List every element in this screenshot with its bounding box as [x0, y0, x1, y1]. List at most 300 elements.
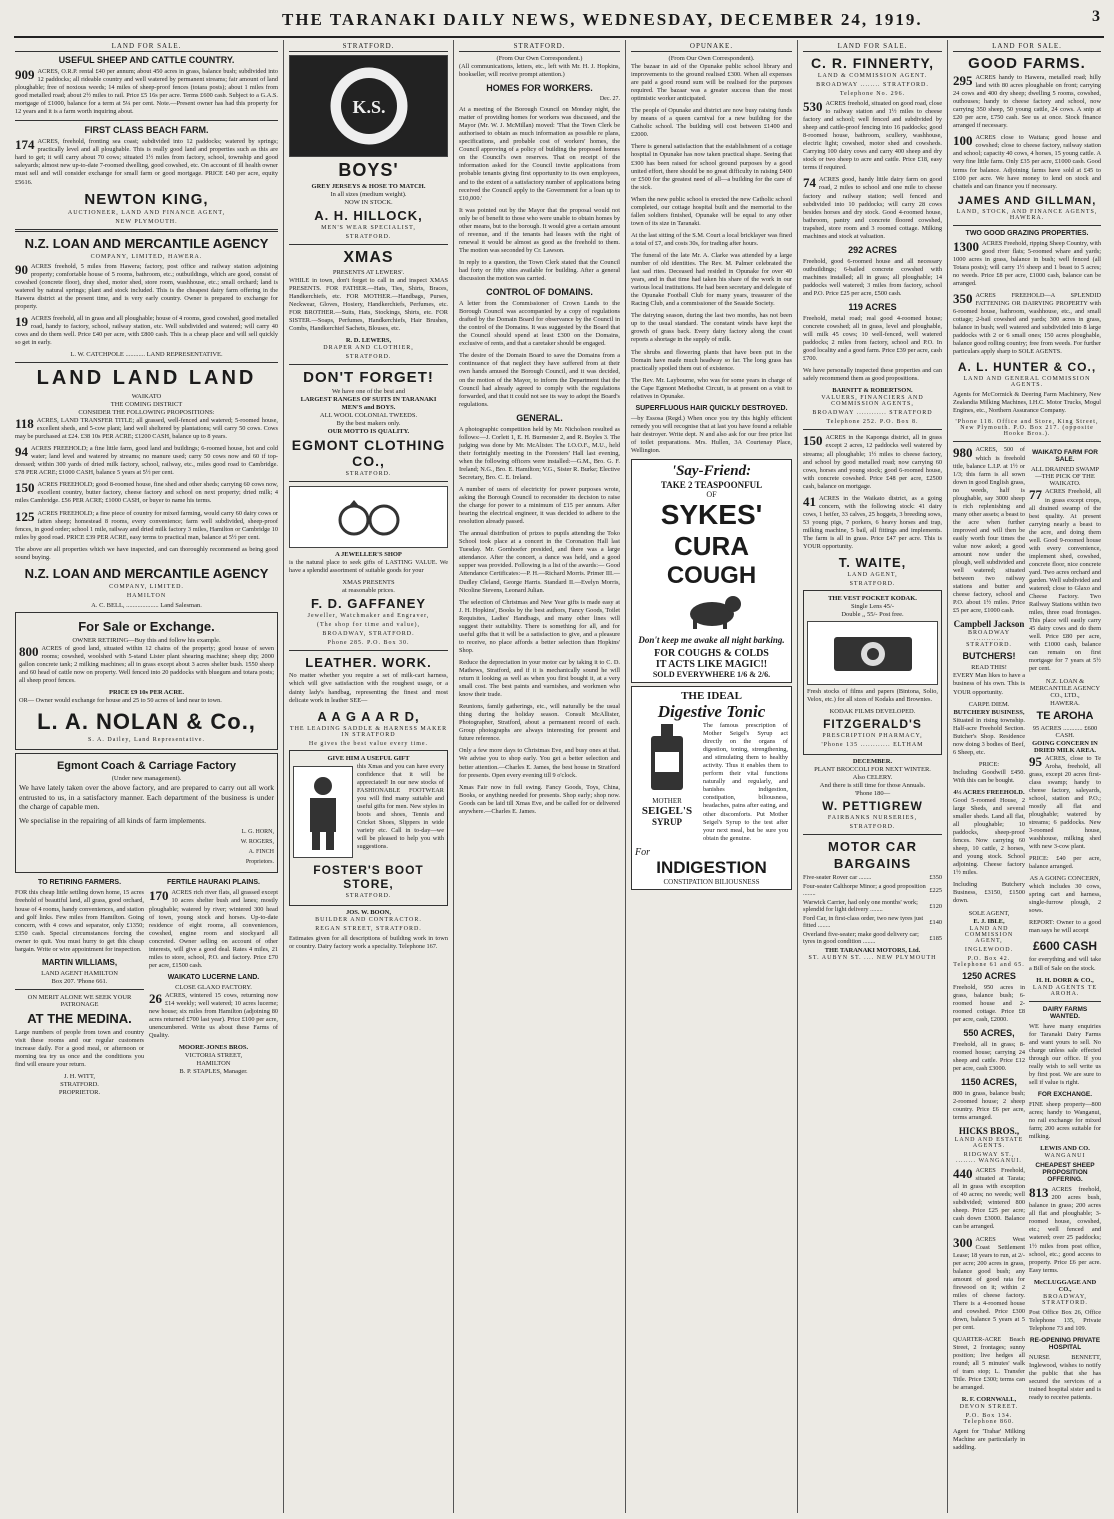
agent-name: A A G A A R D,: [317, 708, 420, 724]
agent-line: HAMILTON: [196, 1060, 231, 1068]
agent-name: MARTIN WILLIAMS,: [41, 957, 118, 967]
line: Single Lens 45/-: [851, 603, 894, 611]
paragraph: No matter whether you require a set of milk-cart harness, which will give satisfaction with the roughest usage, or a dainty lady's handbag, representing the finest and most delicate work in leather SEE—: [289, 672, 448, 704]
heading: 292 ACRES: [848, 244, 897, 255]
price: £140: [929, 918, 942, 926]
signature: Proprietors.: [245, 859, 274, 866]
heading: SUPERFLUOUS HAIR QUICKLY DESTROYED.: [635, 404, 788, 412]
paragraph: A photographic competition held by Mr. Nicholson resulted as follows:—J. Corlett 1, E. H. Burmester 2, and R. Boyles 3. The judging was done by Mr. McAlister. The I.O.O.F., M.U., held their fortnightly meeting in the Foresters' Hall last evening, when the following officers were installed:—G.M., Bro. G. F. Ireland; N.G., Bro. E. Hamilton; V.G., Sister R. Burke; Elective Secretary, Bro. C. E. Ireland.: [459, 425, 620, 481]
agent-line: VALUERS, FINANCIERS AND COMMISSION AGENTS,: [821, 395, 924, 408]
agent-line: BROADWAY, STRATFORD.: [1042, 1293, 1088, 1306]
columns: [10, 40, 1106, 1513]
section-label: LAND FOR SALE.: [803, 42, 942, 52]
agent-line: He gives the best value every time.: [308, 740, 429, 747]
agent-line: Telephone 252. P.O. Box 8.: [826, 419, 919, 426]
ad-line: COUGH: [666, 562, 757, 590]
paragraph: Fresh stocks of films and papers (Bintona, Solio, Velox, etc.) for all sizes of Kodaks and Brownies.: [807, 688, 938, 704]
for-sale-box: [15, 612, 278, 750]
paragraph: In reply to a question, the Town Clerk stated that the Council had forty or fifty sites available for building. After a general discussion the motion was carried.: [459, 258, 620, 283]
ring-icon: [319, 492, 419, 542]
price: £225: [929, 886, 942, 894]
paragraph: Agent for 'Trahar' Milking Machine are particularly in saddling.: [953, 1428, 1025, 1452]
paragraph: EVERY Man likes to have a business of his own. This is YOUR opportunity.: [953, 672, 1025, 696]
agent-name: F. D. GAFFANEY: [310, 596, 427, 612]
agent-name: C. R. FINNERTY,: [810, 55, 935, 71]
line: READ THIS!: [971, 664, 1007, 672]
paragraph: The dairying season, during the last two months, has not been up to the usual standard. The constant winds have kept the growth of grass back. Every dairy factory along the coast reports a shortage in the supply of milk.: [631, 312, 792, 344]
paragraph: Only a few more days to Christmas Eve, and busy ones at that. We advise you to shop early. You get a better selection and better attention.—Charles E. James, the best house in Stratford for presents. Open every evening till 9 o'clock.: [459, 747, 620, 779]
heading: MOTOR CAR: [828, 839, 917, 855]
heading: DECEMBER.: [852, 758, 893, 766]
heading: BOYS': [338, 160, 399, 180]
paragraph: NURSE BENNETT, Inglewood, wishes to notify the public that she has secured the services of a trained hospital sister and is ready to receive patients.: [1029, 1353, 1101, 1402]
ad-26: 26 ACRES, wintered 15 cows, returning now £14 weekly; well watered; 10 acres lucerne; new house; six miles from Hamilton (adjoining 80 acres returned £700 last year). Price £100 per acre, unencumbered. Write us about these Farms of Quality.: [149, 990, 278, 1040]
agency-sub: COMPANY, LIMITED.: [109, 583, 184, 590]
sub-heading: PRESENTS AT LEWERS'.: [332, 269, 405, 276]
heading: 1250 ACRES: [962, 970, 1016, 981]
item: Five-seater Rover car ........: [803, 874, 872, 882]
agent-line: (The shop for time and value),: [317, 622, 420, 629]
agent-line: REGAN STREET, STRATFORD.: [315, 925, 422, 932]
paragraph: Freehold, good 6-roomed house and all necessary outbuildings; 6-bailed concrete cowshed with machines installed; all in grass; all ploughable; 14 paddocks well watered; 3 miles from factory, school and P.O. Price £25 per acre, £500 cash.: [803, 257, 942, 297]
agent-line: BROADWAY ............ STRATFORD.: [966, 630, 1012, 649]
paragraph: Including Goodwill £450. With this can be bought.: [953, 768, 1025, 784]
agent-line: DEVON STREET.: [959, 1404, 1019, 1411]
ad-125: 125 ACRES FREEHOLD; a fine piece of country for mixed farming, would carry 60 dairy cows or fatten sheep; homestead 8 rooms, every convenience; farm well subdivided, sheep-proof fences, in good order; school 1 mile, railway and dried milk factory 3 miles, Hamilton or Cambridge 10 miles by good road. PRICE £39 PER ACRE, easy terms to practical man, balance at 5½ per cent.: [15, 508, 278, 541]
man-illustration: [293, 766, 353, 858]
heading: CONTROL OF DOMAINS.: [486, 287, 593, 298]
agent-name: LEWIS AND CO.: [1040, 1145, 1090, 1153]
heading: GIVE HIM A USEFUL GIFT: [327, 754, 410, 762]
ad-line: SYRUP: [651, 817, 682, 828]
motor-table: [803, 873, 942, 946]
line: ALL WOOL COLONIAL TWEEDS.: [319, 412, 418, 420]
agent-name: W. PETTIGREW: [822, 799, 923, 814]
price: PRICE £9 10s PER ACRE.: [109, 689, 184, 697]
paragraph: WHILE in town, don't forget to call in and inspect XMAS PRESENTS. FOR FATHER.—Hats, Ties, Shirts, Braces, Handkerchiefs, etc. FOR MOTHER.—Handbags, Purses, Neckwear, Gloves, Hosiery, Handkerchiefs, Perfumes, etc. FOR BROTHER.—Suits, Hats, Stockings, Shirts, etc. FOR SISTER.—Soaps, Perfumes, Handkerchiefs, Hair Brushes, Combs, Handkerchief Sachets, Blouses, etc.: [289, 277, 448, 333]
agent-line: STRATFORD.: [345, 234, 392, 240]
heading: BARGAINS: [833, 856, 912, 872]
heading: TO RETIRING FARMERS.: [37, 879, 122, 887]
paragraph: Agents for McCormick & Deering Farm Machinery, New Zealandia Milking Machines, I.H.C. Motor Trucks, Mogul Engines, etc., Northern Assurance Company.: [953, 391, 1101, 415]
ad-118: 118 ACRES, LAND TRANSFER TITLE; all grassed, well-fenced and watered; 5-roomed house, excellent sheds, and 5-cow plant; land well sheltered by plantations; will carry 50 cows. Cows may be purchased at £24. £38 10s PER ACRE; £1200 CASH, balance up to 8 years.: [15, 416, 278, 441]
line: AS A GOING CONCERN,: [1029, 875, 1101, 883]
paragraph: —by Essosa (Regd.) When once you try this highly efficient remedy you will recognise that at last you have found a reliable hair destroyer. Write dept. N and also ask for our free price list of toilet preparations. Mrs. Hullen, 3A Courtenay Place, Wellington.: [631, 414, 792, 454]
recommendation: The above are all properties which we have inspected, and can thoroughly recommend as being good sound buying.: [15, 545, 278, 561]
ad-line: INDIGESTION: [656, 857, 767, 877]
column-4: [626, 40, 798, 1513]
agent-name: FITZGERALD'S: [823, 717, 922, 732]
district-sub: THE COMING DISTRICT: [110, 401, 183, 409]
item: Four-seater Calthorpe Minor; a good proposition ........: [803, 883, 926, 898]
sub-heading: ALL DRAINED SWAMP—THE PICK OF THE WAIKATO.: [1030, 466, 1099, 488]
heading: CHEAPEST SHEEP PROPOSITION OFFERING.: [1035, 1162, 1095, 1184]
right-half: [1029, 446, 1101, 1456]
heading: LEATHER. WORK.: [305, 655, 432, 671]
ad-line: THE IDEAL: [681, 690, 742, 703]
line: And there is still time for those Annuals.: [819, 782, 926, 790]
heading: Egmont Coach & Carriage Factory: [56, 760, 237, 773]
bottle-icon: [637, 722, 697, 792]
signature: L. G. HORN,: [241, 829, 274, 836]
line: MEN'S and BOYS.: [341, 404, 396, 412]
heading: FOR EXCHANGE.: [1037, 1090, 1093, 1098]
table-row: [803, 914, 942, 930]
agent-line: Phone 285. P.O. Box 30.: [327, 640, 410, 647]
ad-line: 'Say-Friend:: [671, 463, 752, 480]
ks-badge-illustration: [289, 55, 448, 157]
ad-line: TAKE 2 TEASPOONFUL: [660, 480, 763, 491]
signature: A. FINCH: [248, 849, 274, 856]
agent-line: LAND & COMMISSION AGENT.: [817, 73, 928, 79]
agency-name: N.Z. LOAN AND MERCANTILE AGENCY: [24, 565, 269, 581]
agent-name: EGMONT CLOTHING CO.,: [291, 437, 446, 470]
agent-name: JOS. W. BOON,: [346, 908, 391, 916]
ad-813: 813 ACRES freehold, 200 acres bush, balance in grass; 200 acres all flat and ploughable; 3-roomed house, cowshed, etc.; well fenced and watered; over 25 paddocks; 1½ miles from post office, school, etc.; good access to property. Price £6 per acre. Easy terms.: [1029, 1185, 1101, 1274]
byline: (From Our Own Correspondent).: [668, 55, 755, 62]
agency-sub: COMPANY, LIMITED, HAWERA.: [90, 253, 203, 260]
paragraph: There is general satisfaction that the establishment of a cottage hospital in Opunake has now taken practical shape. Seeing that £300 has been raised for school ground purposes by a good united effort, there should be no great difficulty in raising £400 or £500 for the greatest need of all—a building for the care of the sick.: [631, 143, 792, 191]
signature: J. H. WITT,: [64, 1073, 95, 1081]
person-icon: [298, 772, 348, 852]
signature: STRATFORD.: [60, 1081, 99, 1089]
agent-name: R. D. LEWERS,: [345, 337, 392, 345]
heading: THE VEST POCKET KODAK.: [828, 595, 917, 603]
seigel-row: [635, 722, 788, 847]
jewellery-illustration: [289, 486, 448, 548]
paragraph: WE have many enquiries for Taranaki Dairy Farms and want yours to sell. No charge unless sale effected through our office. If you really wish to sell write us by first post. We are sure to sell if value is right.: [1029, 1022, 1101, 1086]
line: Also CELERY.: [852, 774, 893, 782]
section-label: LAND FOR SALE.: [15, 42, 278, 52]
price: £185: [929, 934, 942, 942]
ad-line: Digestive Tonic: [657, 702, 766, 722]
line: at reasonable prices.: [342, 587, 395, 595]
ad-line: SEIGEL'S: [641, 805, 693, 818]
paragraph: The shrubs and flowering plants that have been put in the Domain have made much headway so far. The long grass has practically spoiled them out of existence.: [631, 348, 792, 372]
agent-line: LAND AND COMMISSION AGENT,: [964, 925, 1014, 944]
agent-line: STRATFORD.: [849, 581, 896, 588]
agent-name: THE TARANAKI MOTORS, Ltd.: [824, 947, 921, 955]
line: GOING CONCERN IN DRIED MILK AREA.: [1032, 739, 1098, 754]
section-label: LAND FOR SALE.: [953, 42, 1101, 52]
agent-line: FAIRBANKS NURSERIES,: [827, 815, 918, 822]
line: In all sizes (medium weight).: [330, 191, 407, 198]
agent-line: VICTORIA STREET,: [184, 1052, 243, 1060]
exchange-note: OR— Owner would exchange for house and 25 to 50 acres of land near to town.: [19, 697, 222, 705]
ad-line: IT ACTS LIKE MAGIC!!: [655, 659, 768, 671]
ad-line: MOTHER: [652, 797, 682, 806]
paragraph: A letter from the Commissioner of Crown Lands to the Borough Council was accompanied by a copy of regulations drafted by the Domain Board for observance by the Council in the control of the Domains. It was suggested by the Board that the Council should spend at least £300 on the Domains, exclusive of rents, and that a caretaker should be engaged.: [459, 300, 620, 348]
agent-line: WANGANUI: [1044, 1153, 1086, 1160]
ad-19: 19 ACRES freehold, all in grass and all ploughable; house of 4 rooms, good cowshed, good metalled road, handy to factory, school, railway station, etc. Well subdivided and watered; will carry 40 cows and do them well. Price £40 per acre, with £800 cash. This is a cheap place and will sell quickly so get in early.: [15, 313, 278, 346]
agent-town: HAWERA.: [1050, 699, 1080, 707]
paragraph: Freehold, 950 acres in grass, balance bush; 6-roomed house and 2-roomed cottage. Price £8 per acre, cash, £2000.: [953, 983, 1025, 1023]
agent-line: B. P. STAPLES, Manager.: [179, 1068, 248, 1076]
agent-line: BROADWAY, STRATFORD.: [322, 631, 415, 638]
agent-line: LAND AGENT HAMILTON: [41, 969, 118, 977]
dog-icon: [677, 590, 747, 630]
paragraph: We have personally inspected these properties and can safely recommend them as good propositions.: [803, 367, 942, 383]
camera-icon: [828, 627, 918, 679]
ad-line: OF: [706, 490, 717, 500]
paragraph: The desire of the Domain Board to save the Domains from a continuance of that neglect they have suffered from at their own hands amused the Borough Council, and it was decided, on the motion of the Mayor, to inform the Department that the Council had already agreed to comply with the regulations forwarded, and that it could not see its way to adopt the Board's regulations.: [459, 352, 620, 408]
line: XMAS PRESENTS: [342, 579, 395, 587]
agent-line: Box 207. 'Phone 661.: [51, 977, 108, 985]
heading: WAIKATO LUCERNE LAND.: [167, 973, 260, 981]
masthead: [14, 6, 1104, 38]
paragraph: FOR this cheap little settling down home, 15 acres freehold of beautiful land, all grass, good orchard, house of 4 rooms, handy conveniences, and station and golf links. Few miles from Hamilton. Going concern, with 4 cows and separator, only £1350; £350 cash. Special circumstances forcing the owner to quit. You must hurry to get this cheap bargain. Write or wire appointment for inspection.: [15, 889, 144, 953]
agent-name: N.Z. LOAN & MERCANTILE AGENCY CO., LTD.,: [1029, 677, 1101, 699]
heading: HOMES FOR WORKERS.: [486, 83, 593, 94]
paragraph: The Rev. Mr. Laybourne, who was for some years in charge of the Cape Egmont Methodist Circuit, is at present on a visit to relatives in Opunake.: [631, 376, 792, 400]
heading: FERTILE HAURAKI PLAINS.: [167, 879, 260, 887]
line: PRICE:: [978, 760, 1000, 768]
agent-line: LAND AGENT,: [847, 572, 898, 579]
heading: For Sale or Exchange.: [78, 618, 215, 634]
paragraph: The bazaar in aid of the Opunake public school library and improvements to the ground realised £300. When all expenses are paid a good round sum will be realised for the purposes required. The bazaar was a greater success than the most optimistic worker anticipated.: [631, 63, 792, 103]
district-name: WAIKATO: [131, 393, 162, 401]
agent-line: LAND AND ESTATE AGENTS.: [954, 1137, 1024, 1150]
line: SOLE AGENT,: [968, 909, 1010, 917]
paragraph: The famous prescription of Mother Seigel's Syrup act directly on the organs of digestion, toning, strengthening, and stimulating them to healthy activity. Thus it enables them to perform their vital functions naturally and regularly, and banishes indigestion, constipation, biliousness, headaches, pains after eating, and other discomforts. Put Mother Seigel's Syrup to the test after your next meal, but be sure you obtain the genuine.: [703, 722, 788, 842]
paragraph: QUARTER-ACRE Beach Street, 2 frontages; sunny position; live hedges all round; all 5 minutes' walk of tram stop; L. Transfer Title. Price £300; terms can be arranged.: [953, 1336, 1025, 1392]
paragraph: Xmas Fair now in full swing. Fancy Goods, Toys, China, Books, or anything needed for presents. Shop early; shop now. Goods can be laid till Xmas Eve, and be called for or delivered anywhere.—Charles E. James.: [459, 783, 620, 815]
propositions: CONSIDER THE FOLLOWING PROPOSITIONS:: [78, 409, 215, 417]
agent-line: BUILDER AND CONTRACTOR.: [315, 916, 422, 923]
table-row: [803, 882, 942, 898]
paragraph: The people of Opunake and district are now busy raising funds by means of a queen carnival for a new building for the Catholic school. The building will cost between £1400 and £2000.: [631, 107, 792, 139]
paragraph: for everything and will take a Bill of Sale on the stock.: [1029, 956, 1101, 972]
line: BUTCHERY BUSINESS,: [953, 708, 1025, 716]
agent-name: E. J. IBLE,: [973, 917, 1005, 925]
item: Warwick Carrier, had only one months' work; splendid for light delivery ........: [803, 899, 918, 914]
paragraph: Post Office Box 26, Office Telephone 135, Private Telephone 73 and 109.: [1029, 1308, 1101, 1332]
agent-name: A. H. HILLOCK,: [314, 208, 423, 223]
kodak-box: [803, 590, 942, 755]
heading: BUTCHERS!: [962, 651, 1016, 662]
line: 95 ACRES ............ £600 CASH.: [1032, 724, 1098, 739]
agent-line: Telephone No. 296.: [839, 91, 906, 97]
salesman: A. C. BELL, .................... Land Salesman.: [91, 601, 202, 609]
agent-town: STRATFORD.: [345, 892, 392, 899]
agent-name: L. A. NOLAN & Co.,: [37, 709, 256, 735]
agent-line: LAND AGENTS TE AROHA.: [1032, 984, 1098, 997]
heading: XMAS: [343, 249, 394, 266]
agent-line: ST. AUBYN ST. .... NEW PLYMOUTH: [808, 955, 937, 962]
heading: USEFUL SHEEP AND CATTLE COUNTRY.: [58, 55, 235, 65]
shield-icon: [324, 61, 414, 151]
ad-74: 74 ACRES good, handy little dairy farm on good road, 2 miles to school and one mile to cheese factory and railway station; well fenced and subdivided into 10 paddocks; will carry 28 cows besides horses and dry stock. Good 4-roomed house, bathroom, pantry and concrete floored cowshed, trapshed, store room and 3 roomed cottage. Milking machines and stock at valuation.: [803, 175, 942, 240]
heading: 1150 ACRES,: [961, 1076, 1017, 1087]
ad-980: 980 ACRES, 500 of which is freehold title, balance L.I.P. at 1½ or 1/3; this farm is all sown down in good English grass, no weeds, half is ploughable, say 3000 sheep is rich replenishing and many other assets; a beast to the acre when further improved and will then be easily worth four times the value now asked; a good amount now under the plough, well subdivided and well watered; situated between two railway stations and butter and cheese factory, school and P.O. about 1½ miles. Price £5 per acre, £1000 cash.: [953, 445, 1025, 615]
agent-town: NEW PLYMOUTH.: [115, 218, 178, 225]
footwear-box: [289, 750, 448, 906]
svg-text:K.S.: K.S.: [351, 97, 386, 117]
agent-name: R. F. CORNWALL,: [961, 1396, 1017, 1404]
agent-line: STRATFORD.: [849, 824, 896, 831]
paragraph: The annual distribution of prizes to pupils attending the Toko School took place at a concert in the Coronation Hall last Tuesday. Mr. Gornhoefer presided, and there was a large attendance. After the concert, a dance was held, and a good supper was provided. Following is a list of the awards:— Good Attendance Certificates:—P. H.—Richard Morris. Primer III.—Dudley Cleland, George Harris. Standard II.—Evelyn Morris, Nicoline Stevens, Leonard Julian.: [459, 530, 620, 594]
agent-line: RIDGWAY ST., ........ WANGANUI.: [956, 1152, 1022, 1165]
agent-line: PRESCRIPTION PHARMACY,: [822, 733, 923, 740]
ad-95: 95 ACRES, close to Te Aroha, freehold, all grass, except 20 acres first-class swamp; handy to cheese factory, saleyards, school, station and P.O.; mostly all flat and ploughable; watered by streams; 6 paddocks. New 3-roomed house, washhouse, milking shed with new 3-cow plant.: [1029, 753, 1101, 851]
agent-sub: LAND AND GENERAL COMMISSION AGENTS.: [963, 376, 1091, 389]
ad-100: 100 ACRES close to Waitara; good house and cowshed; close to cheese factory, railway station and school; capacity 40 cows, 4 horses, 15 young cattle. A very fine little farm. Only £35 per acre, £1000 cash. Good terms for balance. Adjoining farms have sold at £45 to £100 per acre. We have money to lend on stock and chattels and can finance you if necessary.: [953, 133, 1101, 190]
bottle-block: [635, 722, 699, 827]
agent-role: AUCTIONEER, LAND AND FINANCE AGENT,: [67, 209, 226, 216]
agent-line: MEN'S WEAR SPECIALIST,: [321, 225, 416, 231]
kodak-illustration: [807, 621, 938, 685]
paragraph: We specialise in the repairing of all kinds of farm implements.: [19, 815, 207, 825]
ad-90: 90 ACRES freehold, 5 miles from Hawera; factory, post office and railway station adjoining property; comfortable house of 5 rooms, bathroom, etc.; outbuildings, which are good, consist of cowshed (concrete floor), dray shed, motor shed, store room, washhouse, etc.; small orchard; land is watered by natural springs; plant and stock included. This is the cheapest dairy farm offering in the Hawera district at the present time, and is very early country. Owner is prepared to exchange for property.: [15, 261, 278, 310]
ad-295: 295 ACRES handy to Hawera, metalled road; hilly land with 80 acres ploughable on front; carrying 24 cows and 400 dry sheep; dwelling 5 rooms, cowshed, outhouses; handy to cheese factory and school, now carrying 350 sheep, 50 young cattle, 24 cows. A snip at £20 per acre, £750 cash. See us at once. Stock finance arranged if necessary.: [953, 73, 1101, 130]
section-label: STRATFORD.: [289, 42, 448, 52]
ad-94: 94 ACRES FREEHOLD; a fine little farm, good land and buildings; 6-roomed house, hot and cold water; land level and watered by streams; no manure used; carry 50 cows now and 60 if top-dressed; within 300 yards of dried milk factory, school, railway, etc., miles good road to Cambridge. £78 PER ACRE; £1000 CASH, balance 5 years at 5½ per cent.: [15, 444, 278, 477]
heading: DON'T FORGET!: [303, 369, 434, 387]
agency-name: N.Z. LOAN AND MERCANTILE AGENCY: [24, 235, 269, 251]
hauraki-block: [149, 876, 278, 1097]
agent-line: INGLEWOOD.: [964, 946, 1014, 953]
column-3: [454, 40, 626, 1513]
agent-line: BROADWAY ............ STRATFORD: [812, 410, 933, 417]
agent-name: Campbell Jackson: [953, 619, 1025, 630]
column-5: [798, 40, 948, 1513]
paragraph: this Xmas and you can have every confidence that it will be appreciated! In our new stocks of FASHIONABLE FOOTWEAR you will find many suitable and useful gifts for men. New styles in boots and shoes, Tennis and Cricket Shoes, Slippers in wide variety etc. Call in to-day—we will be pleased to help you with suggestions.: [357, 762, 444, 851]
line: CARPE DIEM.: [968, 700, 1010, 708]
ad-1300: 1300 ACRES Freehold, ripping Sheep Country, with good river flats; 5-roomed whare and yards; 1000 acres in grass, balance in bush; well fenced (all Totara posts); will carry 1½ sheep and 1 beast to 5 acres; no weeds. Price £8 per acre, £1000 cash, balance can be arranged.: [953, 238, 1101, 287]
land-heading: LAND LAND LAND: [36, 367, 257, 390]
heading: 550 ACRES,: [963, 1027, 1015, 1038]
paragraph: is the natural place to seek gifts of LASTING VALUE. We have a splendid assortment of suitable goods for your: [289, 559, 448, 575]
ad-line: Don't keep me awake all night barking.: [638, 635, 785, 646]
paragraph: The selection of Christmas and New Year gifts is made easy at J. H. Hopkins', Books by the best authors, Fancy Goods, Toilet Requisites, Ladies' Handbags, and many other lines will suggest their suitability. There is something for all, and for useful gifts that it will be a satisfaction to give, and a pleasure to receive, no place affords a better selection than Hopkins' Shop.: [459, 598, 620, 654]
table-row: [803, 873, 942, 882]
agency-town: HAMILTON: [126, 592, 167, 599]
paragraph: REPORT: Owner to a good man says he will accept: [1029, 919, 1101, 935]
agent-line: P.O. Box 134. Telephone 860.: [963, 1413, 1015, 1426]
line: PLANT BROCCOLI FOR NEXT WINTER.: [814, 766, 931, 774]
line: 4½ ACRES FREEHOLD.: [953, 788, 1025, 796]
ad-line: For: [635, 846, 650, 858]
ad-line: CONSTIPATION BILIOUSNESS: [663, 877, 760, 886]
ad-909: 909 ACRES, O.R.P. rental £40 per annum; about 450 acres in grass, balance bush; subdivided into 12 paddocks; all rideable country and well watered by permanent streams; fair amount of land ploughable; free of noxious weeds; 14 miles of sheep-proof fences (totara posts); about 1 miles from good metalled road; about 2½ miles to rail. Price £5 16s per acre. Terms £600 cash. Subject to a G.A.S. mortgage of £1000, balance for a term at 5¼ per cent. Note.—Present owner has had this property for 12 years and it is a farm worth inquiring about.: [15, 67, 278, 116]
bottom-split: [15, 876, 278, 1097]
paragraph: A number of users of electricity for power purposes wrote, asking the Borough Council to reconsider its decision to raise the charge for power to a minimum of £15 per annum. After hearing the electrical engineer, it was decided to adhere to the resolution already passed.: [459, 486, 620, 526]
agent-name: H. H. DORR & CO.,: [1036, 976, 1094, 984]
agent-line: STRATFORD.: [345, 354, 392, 361]
paragraph: 800 in grass, balance bush; 2-roomed house; 2 sheep country. Price £6 per acre, terms arranged.: [953, 1089, 1025, 1122]
column-2: [284, 40, 454, 1513]
footwear-row: [293, 763, 444, 861]
item: Overland five-seater; make good delivery car; tyres in good condition ........: [803, 931, 919, 946]
line: By the best makers only.: [336, 420, 401, 428]
line: LARGEST RANGES OF SUITS IN TARANAKI: [300, 396, 437, 404]
agent-town: STRATFORD.: [345, 471, 392, 478]
heading: WAIKATO FARM FOR SALE.: [1032, 449, 1098, 464]
agent-name: NEWTON KING,: [84, 190, 209, 208]
heading: DAIRY FARMS WANTED.: [1042, 1005, 1088, 1020]
paragraph: Large numbers of people from town and country visit these rooms and our regular customers increase daily. For a good meal, or afternoon or morning tea try us once and the conditions you find will ensure your return.: [15, 1028, 144, 1068]
paragraph: We have lately taken over the above factory, and are prepared to carry out all work entrusted to us, in a satisfactory manner. Each department of the business is under the charge of capable men.: [19, 783, 274, 812]
paragraph: At a meeting of the Borough Council on Monday night, the matter of providing homes for workers was discussed, and the Mayor (Mr. W. J. McMillan) moved: 'That the Town Clerk be authorised to obtain as much information as possible re plans, specifications, and probable cost of workers' homes, the Council approving of a policy of building the proposed homes on the Council's own reserves. That on receipt of the information asked for the Council invite applications from probable tenants giving first opportunity to its own employees, and to the extent of a satisfactory number of applications being received the Council apply to the Government for a loan up to £10,000.': [459, 106, 620, 202]
agent-name: MOORE-JONES BROS.: [178, 1044, 249, 1052]
agent-line: THE LEADING SADDLE & HARNESS MAKER IN STRATFORD: [289, 725, 448, 738]
ad-350: 350 ACRES FREEHOLD—A SPLENDID FATTENING OR DAIRYING PROPERTY with 6-roomed house, bathroom, washhouse, etc., and small cottage; 2-bail cowshed and yards; 300 acres in grass, balance in bush; well watered and subdivided into 8 large paddocks with 2 or 6 small ones; 150 acres ploughable, balance good rolling country; free from weeds. For further particulars apply sharp to SOLE AGENTS.: [953, 290, 1101, 356]
column-6: [948, 40, 1106, 1513]
ad-line: SOLD EVERYWHERE 1/6 & 2/6.: [652, 670, 771, 680]
merit: ON MERIT ALONE WE SEEK YOUR PATRONAGE: [27, 993, 132, 1008]
paragraph: It was pointed out by the Mayor that the proposal would not only be of benefit to those who were unable to obtain homes by other means, but to the borough. It would give a certain amount of revenue, and if the tenants had leases with the right of renewal it would be almost as good as the freehold to them. The motion was seconded by Cr. Lawson.: [459, 206, 620, 254]
agent-line: 'Phone 135 ............ ELTHAM: [821, 742, 924, 749]
paragraph: When the new public school is erected the new Catholic school completed, our cottage hospital built and the memorial to the fallen soldiers finished, Opunake will be equal to any other town of its size in Taranaki.: [631, 195, 792, 227]
paragraph: Including Butchery Business, £3150, £1500 down.: [953, 881, 1025, 905]
item: Ford Car, in first-class order, two new tyres just fitted ........: [803, 915, 924, 930]
ad-530: 530 ACRES freehold, situated on good road, close to railway station and 1½ miles to cheese factory and school; well fenced and subdivided by sheep and cattle-proof fencing into 16 paddocks; good 8-roomed house, bathroom, scullery, washhouse, electric light; cowshed, motor shed and cowsheds. Carrying 100 dairy cows and carry 400 sheep and dry stock or two sheep to acre and cattle. Price £18, easy terms if required.: [803, 99, 942, 172]
ad-line: FOR COUGHS & COLDS: [654, 648, 769, 660]
agent-line: Jeweller, Watchmaker and Engraver,: [307, 613, 430, 620]
table-row: [803, 930, 942, 946]
paragraph: Estimates given for all descriptions of building work in town or country. Dairy factory work a speciality. Telephone 167.: [289, 934, 448, 950]
date: Dec. 27.: [599, 96, 620, 103]
heading: TE AROHA: [1036, 709, 1094, 722]
signature: PROPRIETOR.: [58, 1089, 101, 1097]
price: £120: [929, 902, 942, 910]
agent-rep: S. A. Dailey, Land Representative.: [88, 737, 205, 744]
sykes-advert: [631, 459, 792, 683]
retiring-block: [15, 876, 144, 1097]
heading: GENERAL.: [516, 412, 563, 423]
line: Double ,, 55/- Post free.: [841, 611, 904, 619]
ad-line: CURA: [673, 531, 750, 562]
ad-41: 41 ACRES in the Waikato district, as a going concern, with the following stock: 41 dairy cows, 1 heifer, 33 calves, 25 hoggets, 3 breeding sows, 53 young pigs, 7 porkers, 6 heavy horses and trap, milking machine, 5 bail, all fittings and implements. The farm is all in grass. Price £47 per acre. This is YOUR opportunity.: [803, 493, 942, 551]
paragraph: which includes 30 cows, spring cart and harness, single-furrow plough, 2 sows.: [1029, 883, 1101, 915]
heading: 119 ACRES: [848, 302, 897, 313]
agent-name: FOSTER'S BOOT STORE,: [313, 862, 424, 891]
sub-heading: CLOSE GLAXO FACTORY.: [175, 983, 252, 991]
line: 'Phone 180—: [854, 790, 891, 798]
table-row: [803, 898, 942, 914]
paragraph: Good 5-roomed House, 2 large Sheds, and several smaller sheds. Land all flat, all ploughable; 10 paddocks, sheep-proof fences. Now carrying 60 sheep, 10 cattle, 2 horses, and young stock. School adjoining. Cheese factory 1½ miles.: [953, 796, 1025, 877]
paragraph: Reduce the depreciation in your motor car by taking it to C. D. Mathews, Stratford, and if it is mechanically sound he will return it looking as well as when you first bought it, at a very small cost. The best paints and varnishes, and workmen who know their trade.: [459, 658, 620, 699]
ad-440: 440 ACRES Freehold, situated at Tarata; all in grass with exception of 40 acres; no weeds; well subdivided; wintered 800 sheep. Price £25 per acre; cash down £3000. Balance can be arranged.: [953, 1166, 1025, 1231]
ad-800: 800 ACRES of good land, situated within 12 chains of the property; good house of seven rooms; cowshed, woolshed with 5-stand Lister plant shearing machine; sheep dip; 2000 gallon concrete tank; 2 milking machines; all in grass except about 3 acres shelter bush. 1550 sheep and 60 head of cattle now on property. Well fenced into 20 paddocks with bluegum and totara posts; all sheep proof fences.: [19, 643, 274, 684]
agent-line: DRAPER AND CLOTHIER,: [323, 345, 414, 352]
section-label: OPUNAKE.: [631, 42, 792, 52]
masthead-title: THE TARANAKI DAILY NEWS, WEDNESDAY, DECEMBER 24, 1919.: [282, 10, 923, 29]
agent-name: BARNITT & ROBERTSON.: [832, 387, 913, 395]
ad-150: 150 ACRES FREEHOLD; good 8-roomed house, fine shed and other sheds; carrying 60 cows now, excellent country, butter factory, cheese factory and school on next property; dried milk; 4 miles Cambridge. £56 PER ACRE; £1000 CASH, or buyer to name his terms.: [15, 480, 278, 505]
paragraph: Freehold, metal road; real good 4-roomed house; concrete cowshed; all in grass, level and ploughable, will milk 45 cows; 10 well-fenced, well watered paddocks; 2 miles from factory, school and P.O. In good locality and a good farm. Price £39 per acre, cash £700.: [803, 315, 942, 363]
section-label: STRATFORD.: [459, 42, 620, 52]
ad-170: 170 ACRES rich river flats, all grassed except 10 acres shelter bush and lanes; mostly ploughable; watered by river; wintered 300 head of town, young stock and horses. Up-to-date residence of eight rooms, all conveniences, cowshed, engine room and stockyard all concreted. Owner selling on account of other interests, will give a good deal. Rates 4 miles, 21 miles to store, school, P.O. and factory. Price £70 per acre, £1500 cash.: [149, 888, 278, 969]
byline: (From Our Own Correspondent.): [496, 55, 583, 62]
ad-174: 174 ACRES, freehold, fronting sea coast; subdivided into 12 paddocks; watered by springs; practically level and all ploughable. This is really good land and properties such as this are hard to get; it will carry about 70 cows; situated 1½ miles from factory, school, township and good saleyards; almost new up-to-date 7-roomed dwelling, good cowshed, etc. On account of ill health owner must sell and will consider exchange for small farm or good mortgage. PRICE £40 per acre, equity £5616.: [15, 137, 278, 186]
agent-line: P.O. Box 42. Telephone 61 and 65.: [953, 955, 1025, 968]
page-number: 3: [1092, 8, 1100, 25]
agent-name: JAMES AND GILLMAN,: [957, 194, 1097, 207]
note: (All communications, letters, etc., left with Mr. H. J. Hopkins, bookseller, will receive prompt attention.): [459, 63, 620, 79]
agent-name: A. L. HUNTER & CO.,: [957, 360, 1097, 375]
ad-line: SYKES': [660, 499, 763, 531]
price: £350: [929, 874, 942, 882]
ad-300: 300 ACRES West Coast Settlement Lease; 18 years to run, at 2/- per acre; 200 acres in grass, balance good bush; any amount of good rata for firewood on it; within 2 miles of cheese factory. There is a 4-roomed house and cowshed. Price £300 down, balance 5 years at 5 per cent.: [953, 1234, 1025, 1332]
agent-name: McCLUGGAGE AND CO.,: [1033, 1278, 1097, 1293]
paragraph: The funeral of the late Mr. A. Clarke was attended by a large number of old identities. The Rev. M. Palmer celebrated the last sad rites. Deceased had resided in Opunake for over 40 years, and in that time had taken his share of the work in our various local institutions. He had been secretary and delegate of the Opunake Football Club for many years, treasurer of the Racing Club, and a commissioner of the Seaside Society.: [631, 251, 792, 308]
agent-line: BROADWAY ........ STRATFORD.: [816, 82, 929, 88]
line: OUR MOTTO IS QUALITY.: [327, 428, 410, 436]
signature: W. ROGERS,: [240, 839, 274, 846]
heading: FIRST CLASS BEACH FARM.: [84, 125, 209, 136]
heading: £600 CASH: [1032, 939, 1098, 954]
